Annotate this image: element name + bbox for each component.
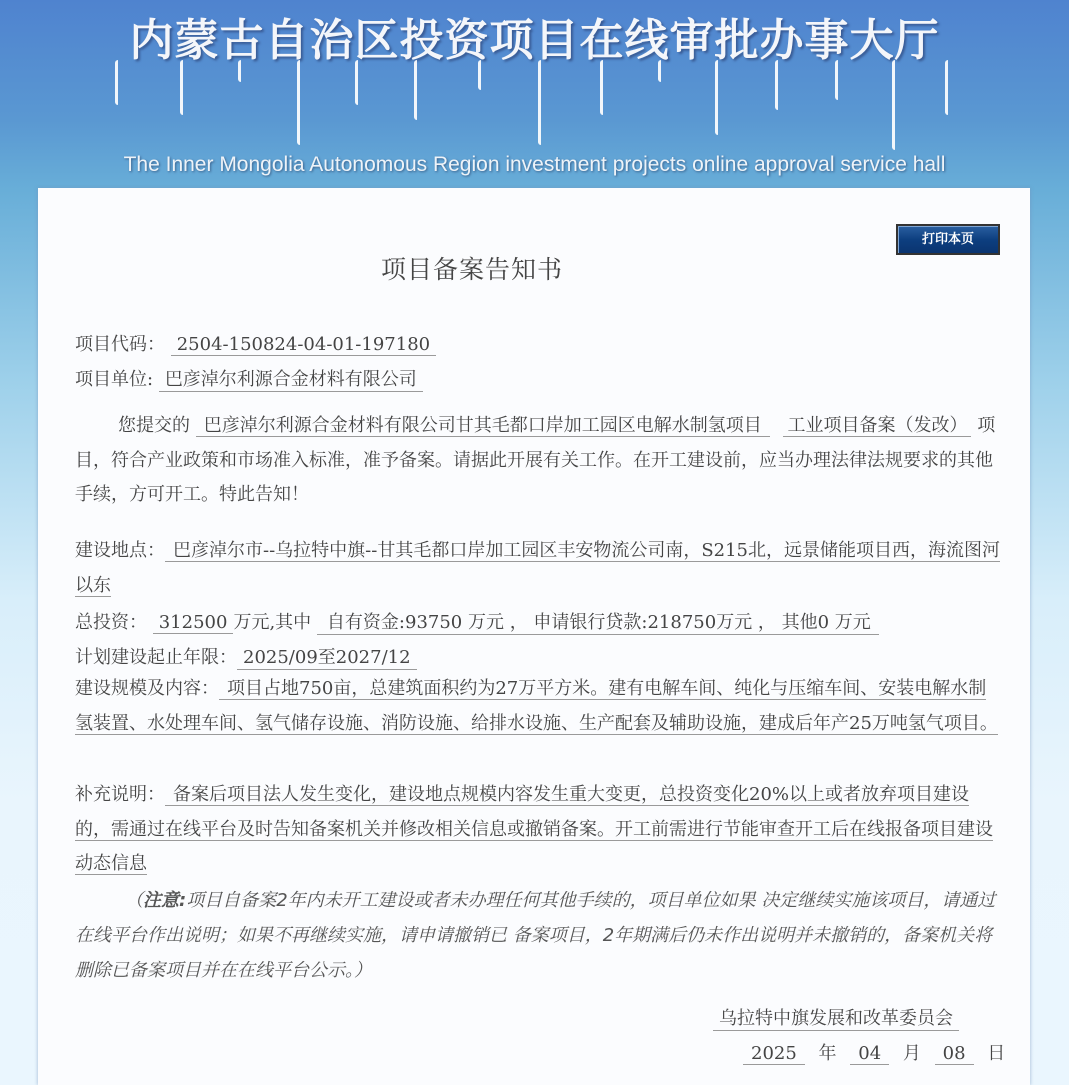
investment-label: 总投资： (75, 612, 147, 633)
date-month-label: 月 (902, 1043, 921, 1064)
issuer-name: 乌拉特中旗发展和改革委员会 (713, 1004, 959, 1031)
issue-date (743, 1039, 1013, 1065)
location-label: 建设地点： (75, 540, 165, 561)
approval-statement (75, 409, 1003, 513)
note-open-paren: （ (125, 890, 143, 911)
date-month: 04 (850, 1043, 889, 1065)
issuer-row (713, 1004, 959, 1031)
note-label: 注意: (143, 890, 187, 911)
supplement-value: 备案后项目法人发生变化，建设地点规模内容发生重大变更，总投资变化20%以上或者放弃项目建设的，需通过在线平台及时告知备案机关并修改相关信息或撤销备案。开工前需进行节能审查开工后在线报备项目建设动态信息 (75, 784, 993, 874)
note-text: 项目自备案2年内未开工建设或者未办理任何其他手续的，项目单位如果 决定继续实施该项目，请通过在线平台作出说明；如果不再继续实施，请申请撤销已 备案项目，2年期满后仍未作出说明并未撤销的，备案机关将删除已备案项目并在在线平台公示。） (75, 890, 996, 981)
scale-value: 项目占地750亩，总建筑面积约为27万平方米。建有电解车间、纯化与压缩车间、安装电解水制氢装置、水处理车间、氢气储存设施、消防设施、给排水设施、生产配套及辅助设施，建成后年产25万吨氢气项目。 (75, 678, 998, 734)
site-title-en: The Inner Mongolia Autonomous Region investment projects online approval service hall (123, 153, 946, 176)
location-row (75, 534, 1003, 603)
intro-suffix: 项目，符合产业政策和市场准入标准，准予备案。请据此开展有关工作。在开工建设前，应当办理法律法规要求的其他手续，方可开工。特此告知！ (75, 415, 996, 505)
document-title: 项目备案告知书 (381, 255, 564, 284)
project-code-row (75, 330, 436, 356)
attention-note (75, 883, 1003, 988)
period-label: 计划建设起止年限： (75, 647, 237, 668)
investment-unit: 万元,其中 (233, 612, 312, 633)
period-row (75, 643, 417, 670)
project-type: 工业项目备案（发改） (783, 415, 971, 437)
project-code-value: 2504-150824-04-01-197180 (171, 334, 436, 356)
project-unit-label: 项目单位: (75, 369, 154, 390)
investment-row (75, 608, 879, 635)
location-value: 巴彦淖尔市--乌拉特中旗--甘其毛都口岸加工园区丰安物流公司南，S215北，远景储能项目西，海流图河以东 (75, 540, 1001, 596)
supplement-row (75, 778, 1003, 882)
project-unit-row (75, 365, 423, 392)
scale-label: 建设规模及内容： (75, 678, 219, 699)
project-code-label: 项目代码： (75, 334, 165, 355)
date-day-label: 日 (987, 1043, 1006, 1064)
period-value: 2025/09至2027/12 (237, 643, 417, 670)
investment-breakdown: 自有资金:93750 万元 ， 申请银行贷款:218750万元 ， 其他0 万元 (317, 608, 879, 635)
print-page-button[interactable]: 打印本页 (896, 224, 1000, 255)
site-title-cn: 内蒙古自治区投资项目在线审批办事大厅 (129, 15, 940, 66)
project-unit-value: 巴彦淖尔利源合金材料有限公司 (159, 365, 423, 392)
intro-prefix: 您提交的 (118, 415, 190, 436)
project-name: 巴彦淖尔利源合金材料有限公司甘其毛都口岸加工园区电解水制氢项目 (196, 415, 770, 437)
date-year: 2025 (743, 1043, 805, 1065)
investment-total: 312500 (153, 612, 234, 634)
site-header (0, 0, 1069, 188)
date-year-label: 年 (818, 1043, 837, 1064)
supplement-label: 补充说明： (75, 784, 165, 805)
date-day: 08 (935, 1043, 974, 1065)
mongolian-script-title (110, 60, 970, 155)
scale-row (75, 672, 1003, 741)
notice-document (38, 188, 1030, 1085)
